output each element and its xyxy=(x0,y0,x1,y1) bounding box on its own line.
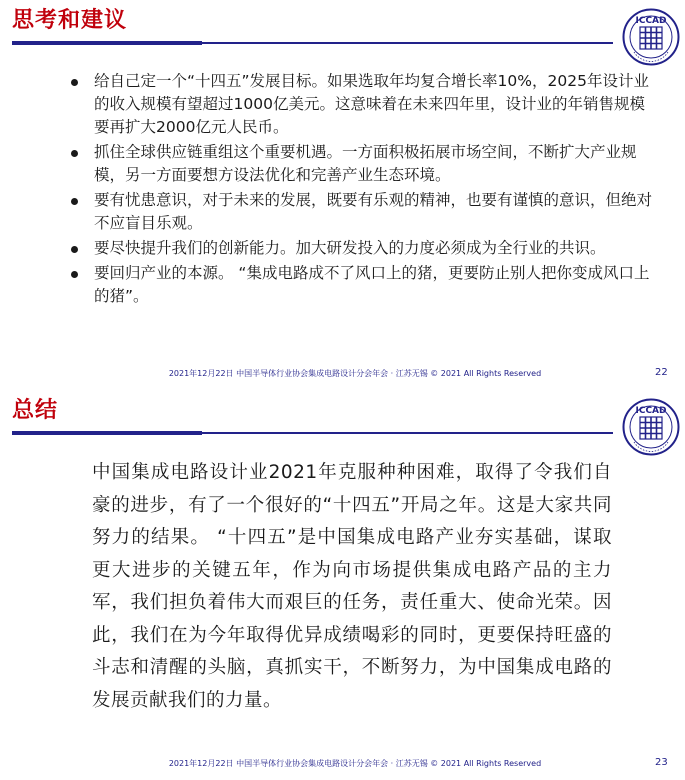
iccad-logo-icon xyxy=(622,8,680,66)
bullet-item: 要有忧患意识，对于未来的发展，既要有乐观的精神，也要有谨慎的意识，但绝对不应盲目乐观。 xyxy=(70,189,655,235)
slide-title: 总结 xyxy=(12,398,59,423)
footer-text: 2021年12月22日 中国半导体行业协会集成电路设计分会年会 · 江苏无锡 © 2021 All Rights Reserved xyxy=(168,369,542,378)
bullet-item: 抓住全球供应链重组这个重要机遇。一方面积极拓展市场空间，不断扩大产业规模，另一方面要想方设法优化和完善产业生态环境。 xyxy=(70,141,655,187)
page-number: 22 xyxy=(655,367,668,378)
slide-title: 思考和建议 xyxy=(12,8,128,33)
iccad-logo-icon xyxy=(622,398,680,456)
title-divider-accent xyxy=(12,41,202,45)
bullet-item: 给自己定一个“十四五”发展目标。如果选取年均复合增长率10%，2025年设计业的收入规模有望超过1000亿美元。这意味着在未来四年里，设计业的年销售规模要再扩大2000亿元人民币。 xyxy=(70,70,655,139)
bullet-item: 要尽快提升我们的创新能力。加大研发投入的力度必须成为全行业的共识。 xyxy=(70,237,655,260)
footer-text: 2021年12月22日 中国半导体行业协会集成电路设计分会年会 · 江苏无锡 © 2021 All Rights Reserved xyxy=(168,759,542,768)
title-divider-accent xyxy=(12,431,202,435)
summary-paragraph: 中国集成电路设计业2021年克服种种困难，取得了令我们自豪的进步，有了一个很好的“十四五”开局之年。这是大家共同努力的结果。 “十四五”是中国集成电路产业夯实基础，谋取更大进步的关键五年，作为向市场提供集成电路产品的主力军，我们担负着伟大而艰巨的任务，责任重大、使命光荣。因此，我们在为今年取得优异成绩喝彩的同时，更要保持旺盛的斗志和清醒的头脑，真抓实干，不断努力，为中国集成电路的发展贡献我们的力量。 xyxy=(92,462,612,711)
bullet-item: 要回归产业的本源。 “集成电路成不了风口上的猪，更要防止别人把你变成风口上的猪”。 xyxy=(70,262,655,308)
slide-23 xyxy=(0,390,685,780)
logo-lettering: ICCAD xyxy=(635,16,667,26)
logo-lettering: ICCAD xyxy=(635,406,667,416)
page-number: 23 xyxy=(655,757,668,768)
bullet-list xyxy=(70,70,655,310)
